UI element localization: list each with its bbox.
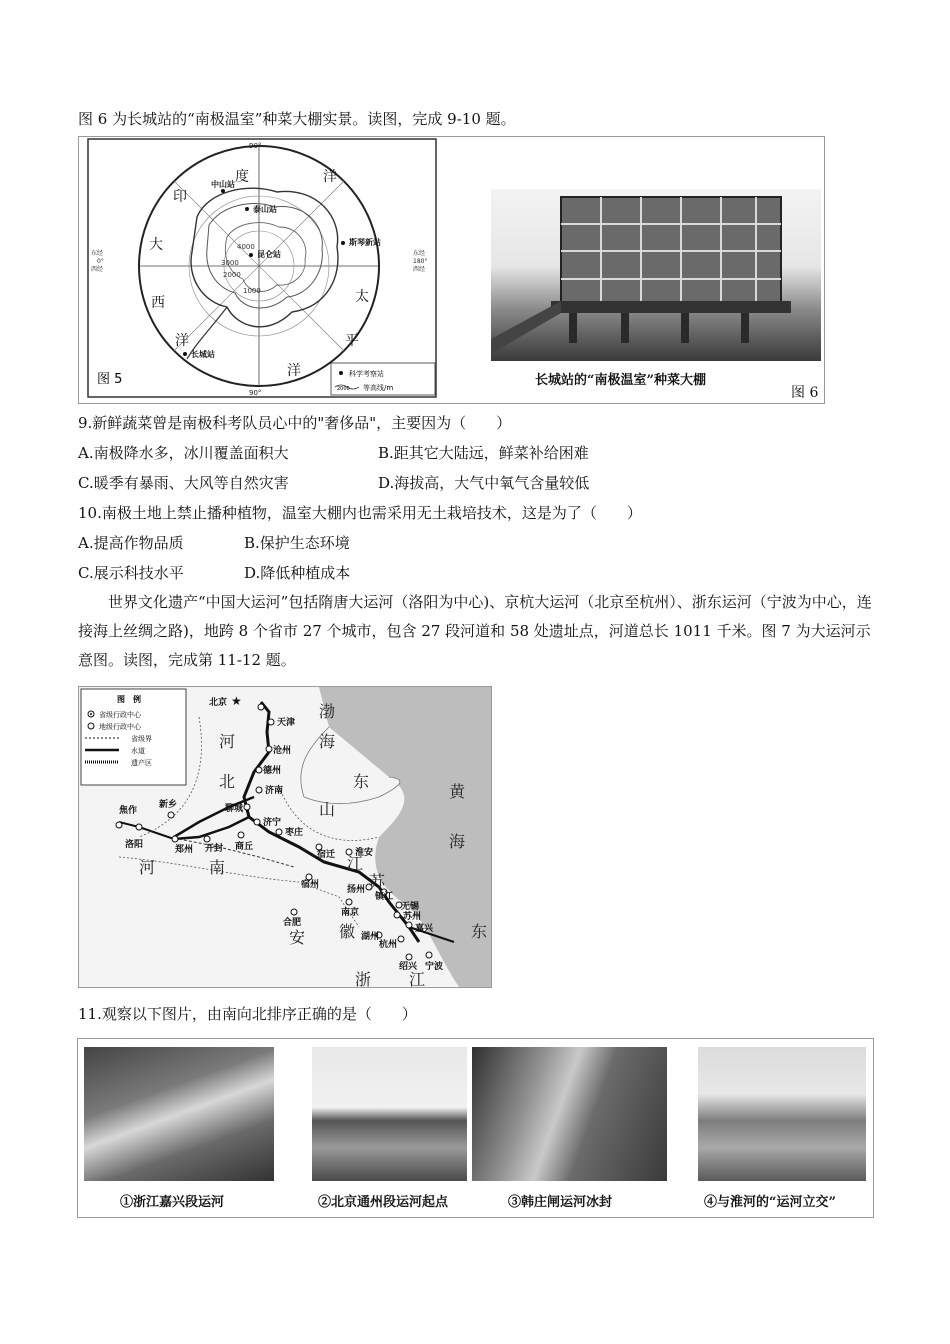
caption-2: ②北京通州段运河起点 [318, 1195, 449, 1210]
antarctic-map [87, 137, 439, 401]
city-label: 沧州 [273, 746, 292, 756]
svg-text:180°: 180° [413, 258, 428, 265]
city-label: 杭州 [379, 940, 398, 950]
ocean-char: 洋 [287, 363, 301, 379]
q10-option-b[interactable]: B.保护生态环境 [244, 534, 350, 552]
city-label: 焦作 [119, 806, 138, 816]
photo-huaihe-interchange [698, 1047, 866, 1181]
ocean-char: 洋 [323, 169, 337, 185]
city-label: 淮安 [355, 848, 374, 858]
caption-4: ④与淮河的“运河立交” [704, 1195, 836, 1210]
city-label: 开封 [205, 844, 224, 854]
ocean-char: 平 [345, 333, 359, 349]
region-char: 河 [219, 732, 236, 751]
region-char: 南 [209, 858, 226, 877]
legend-contour: 等高线/m [363, 384, 394, 392]
ocean-char: 印 [173, 189, 187, 205]
city-label: 宿迁 [317, 850, 336, 860]
station-label: 泰山站 [253, 205, 277, 214]
ocean-char: 西 [151, 295, 165, 311]
contour-label: 1000 [243, 287, 261, 295]
legend-station: 科学考察站 [349, 370, 384, 378]
station-label: 斯琴新站 [349, 238, 381, 247]
caption-3: ③韩庄闸运河冰封 [508, 1195, 613, 1210]
region-char: 河 [139, 858, 156, 877]
photo-hanzhuang-ice [472, 1047, 667, 1181]
q10-option-a[interactable]: A.提高作物品质 [78, 534, 184, 552]
greenhouse-photo [491, 189, 821, 361]
photo-jiaxing-canal [84, 1047, 274, 1181]
fig6-label: 图 6 [791, 385, 819, 401]
caption-1: ①浙江嘉兴段运河 [120, 1195, 225, 1210]
q9-option-b[interactable]: B.距其它大陆远，鲜菜补给困难 [378, 444, 589, 462]
city-label: 镇江 [375, 892, 394, 902]
ocean-char: 洋 [175, 333, 189, 349]
legend-item: 水道 [131, 747, 145, 755]
region-char: 江 [409, 970, 426, 987]
q10-option-c[interactable]: C.展示科技水平 [78, 564, 184, 582]
figure-5-6-box [78, 136, 825, 404]
city-label: 德州 [263, 766, 282, 776]
q10-stem: 10.南极土地上禁止播种植物，温室大棚内也需采用无土栽培技术，这是为了（ ） [78, 504, 642, 522]
legend-item: 省级界 [131, 735, 152, 743]
region-char: 苏 [369, 872, 386, 891]
city-label: 商丘 [235, 842, 254, 852]
grand-canal-map [79, 687, 491, 987]
figure-q11-box [77, 1038, 874, 1218]
city-label: 苏州 [403, 912, 422, 922]
station-label: 昆仑站 [257, 250, 281, 259]
city-label: 北京 [209, 698, 228, 708]
svg-text:西经: 西经 [413, 266, 426, 273]
legend-item: 遗产区 [131, 759, 152, 767]
fig6-caption: 长城站的“南极温室”种菜大棚 [535, 373, 706, 388]
region-char: 海 [319, 732, 336, 751]
city-label: 济南 [265, 786, 284, 796]
legend-title: 图 例 [117, 695, 141, 704]
city-label: 无锡 [401, 902, 420, 912]
region-char: 东 [353, 772, 370, 791]
city-label: 济宁 [263, 818, 282, 828]
q9-option-a[interactable]: A.南极降水多，冰川覆盖面积大 [78, 444, 289, 462]
ocean-char: 太 [355, 289, 369, 305]
lon-right-label: 东经 [413, 250, 426, 257]
svg-text:0°: 0° [97, 258, 104, 265]
region-char: 浙 [355, 970, 372, 987]
city-label: 绍兴 [399, 962, 418, 972]
figure-7-box [78, 686, 492, 988]
q9-option-c[interactable]: C.暖季有暴雨、大风等自然灾害 [78, 474, 289, 492]
city-label: 合肥 [283, 918, 302, 928]
legend-item: 地级行政中心 [99, 723, 141, 731]
contour-label: 4000 [237, 243, 255, 251]
city-label: 枣庄 [285, 828, 304, 838]
contour-label: 2000 [223, 271, 241, 279]
lat-bottom-label: 90° [249, 389, 262, 397]
city-label: 扬州 [347, 885, 366, 895]
city-label: 嘉兴 [415, 924, 434, 934]
city-label: 郑州 [175, 845, 194, 855]
station-label: 长城站 [191, 350, 215, 359]
legend-item: 省级行政中心 [99, 711, 141, 719]
city-label: 湖州 [361, 932, 380, 942]
lat-top-label: 90° [249, 142, 262, 150]
city-label: 宁波 [425, 962, 444, 972]
region-char: 海 [449, 832, 466, 851]
star-icon: ★ [231, 694, 242, 708]
city-label: 聊城 [225, 804, 244, 814]
q9-stem: 9.新鲜蔬菜曾是南极科考队员心中的"奢侈品"，主要因为（ ） [78, 414, 512, 432]
city-label: 新乡 [159, 800, 178, 810]
region-char: 安 [289, 928, 306, 947]
city-label: 宿州 [301, 880, 320, 890]
lon-left-label: 东经 [91, 250, 104, 257]
intro-q9-10: 图 6 为长城站的“南极温室”种菜大棚实景。读图，完成 9-10 题。 [78, 110, 516, 128]
region-char: 江 [347, 854, 364, 873]
ocean-char: 度 [235, 169, 249, 185]
passage-grand-canal: 世界文化遗产“中国大运河”包括隋唐大运河（洛阳为中心)、京杭大运河（北京至杭州）、浙东运河（宁波为中心，连接海上丝绸之路)，地跨 8 个省市 27 个城市，包含 27 段河道和 58 处遗址点，河道总长 1011 千米。图 7 为大运河示意图。读图，完成第 11-12 题。 [78, 593, 872, 669]
q10-option-d[interactable]: D.降低种植成本 [244, 564, 351, 582]
station-label: 中山站 [211, 180, 235, 189]
region-char: 东 [471, 922, 488, 941]
photo-tongzhou-canal [312, 1047, 467, 1181]
region-char: 渤 [319, 702, 336, 721]
region-char: 黄 [449, 782, 466, 801]
city-label: 南京 [341, 908, 360, 918]
contour-label: 3000 [221, 259, 239, 267]
city-label: 洛阳 [125, 840, 144, 850]
q9-option-d[interactable]: D.海拔高，大气中氧气含量较低 [378, 474, 590, 492]
ocean-char: 大 [149, 237, 163, 253]
region-char: 徽 [339, 922, 356, 941]
city-label: 天津 [277, 718, 296, 728]
region-char: 北 [219, 772, 236, 791]
region-char: 山 [319, 800, 336, 819]
legend-contour-value: 2000 [337, 386, 350, 392]
svg-text:西经: 西经 [91, 266, 104, 273]
fig5-label: 图 5 [97, 372, 123, 387]
q11-stem: 11.观察以下图片，由南向北排序正确的是（ ） [78, 1005, 417, 1023]
